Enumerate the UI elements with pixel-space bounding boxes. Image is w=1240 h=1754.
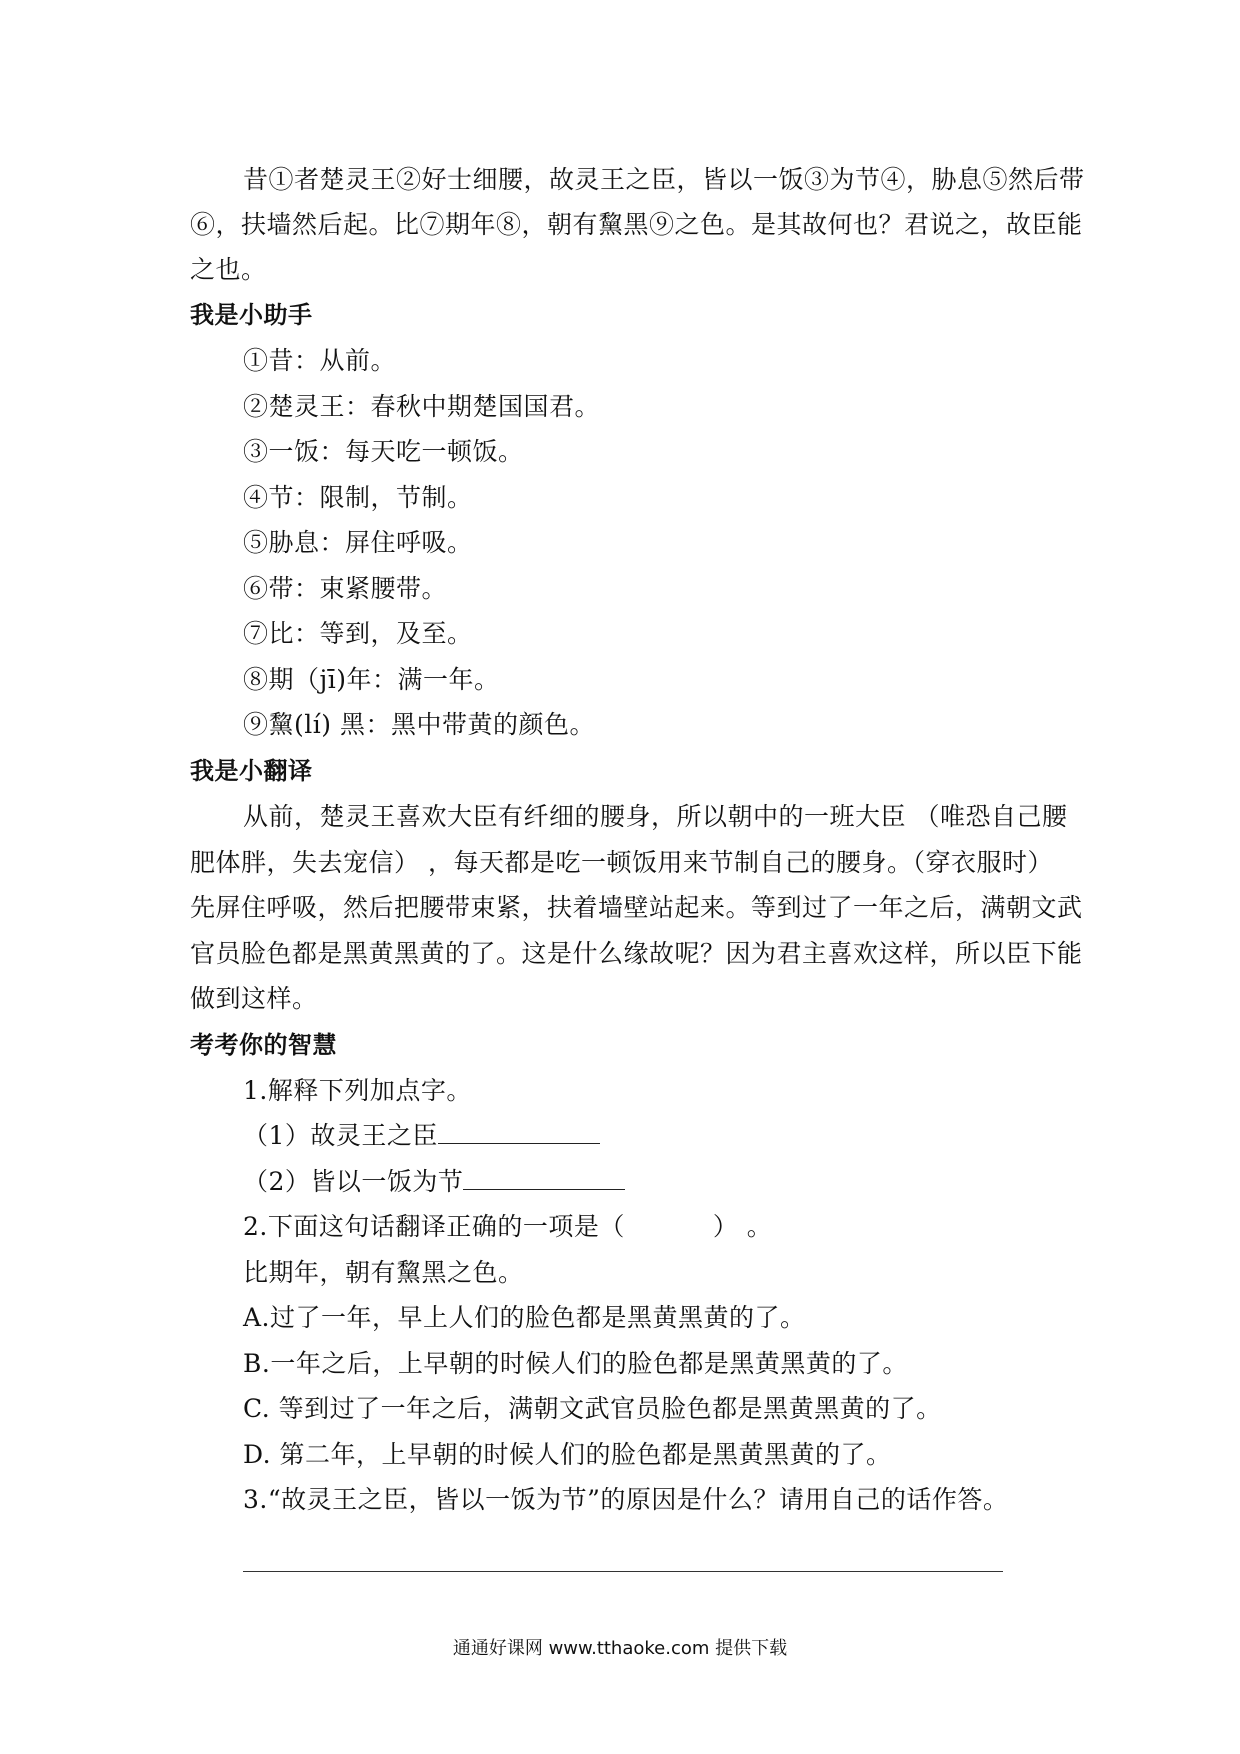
passage-line-1: 昔①者楚灵王②好士细腰，故灵王之臣，皆以一饭③为节④，胁息⑤然后带 <box>243 165 1085 194</box>
note-8: ⑧期（jī)年：满一年。 <box>243 665 500 694</box>
question-2-prompt <box>243 1212 772 1242</box>
question-1-prompt: 1.解释下列加点字。 <box>243 1076 472 1105</box>
question-2-prompt-end: ） 。 <box>712 1212 773 1241</box>
footer-credit: 通通好课网 www.tthaoke.com 提供下载 <box>452 1638 788 1659</box>
option-d: D. 第二年，上早朝的时候人们的脸色都是黑黄黑黄的了。 <box>243 1440 892 1469</box>
translation-heading: 我是小翻译 <box>190 757 313 785</box>
question-1-item-1-text: （1）故灵王之臣 <box>243 1121 438 1150</box>
option-c: C. 等到过了一年之后，满朝文武官员脸色都是黑黄黑黄的了。 <box>243 1394 942 1423</box>
note-9: ⑨黧(lí) 黑：黑中带黄的颜色。 <box>243 710 595 739</box>
question-3-prompt: 3.“故灵王之臣，皆以一饭为节”的原因是什么？请用自己的话作答。 <box>243 1485 1009 1514</box>
translation-line-3: 先屏住呼吸，然后把腰带束紧，扶着墙壁站起来。等到过了一年之后，满朝文武 <box>190 893 1083 922</box>
note-2: ②楚灵王：春秋中期楚国国君。 <box>243 392 601 421</box>
note-7: ⑦比：等到，及至。 <box>243 619 473 648</box>
option-a: A.过了一年，早上人们的脸色都是黑黄黑黄的了。 <box>243 1303 806 1332</box>
note-4: ④节：限制，节制。 <box>243 483 473 512</box>
answer-blank-2[interactable] <box>463 1169 625 1190</box>
translation-line-1: 从前，楚灵王喜欢大臣有纤细的腰身，所以朝中的一班大臣 （唯恐自己腰 <box>243 802 1068 831</box>
option-b: B.一年之后，上早朝的时候人们的脸色都是黑黄黑黄的了。 <box>243 1349 908 1378</box>
translation-line-2: 肥体胖，失去宠信） ，每天都是吃一顿饭用来节制自己的腰身。（穿衣服时） <box>190 848 1053 877</box>
note-3: ③一饭：每天吃一顿饭。 <box>243 437 524 466</box>
note-6: ⑥带：束紧腰带。 <box>243 574 448 603</box>
question-1-item-1 <box>243 1121 600 1151</box>
translation-line-5: 做到这样。 <box>190 984 318 1013</box>
answer-line[interactable] <box>243 1571 1003 1572</box>
question-2-sentence: 比期年，朝有黧黑之色。 <box>243 1258 524 1287</box>
translation-line-4: 官员脸色都是黑黄黑黄的了。这是什么缘故呢？因为君主喜欢这样，所以臣下能 <box>190 939 1083 968</box>
helper-heading: 我是小助手 <box>190 301 313 329</box>
note-1: ①昔：从前。 <box>243 346 397 375</box>
passage-line-3: 之也。 <box>190 255 267 284</box>
note-5: ⑤胁息：屏住呼吸。 <box>243 528 473 557</box>
question-2-prompt-start: 2.下面这句话翻译正确的一项是（ <box>243 1212 625 1241</box>
answer-blank-1[interactable] <box>438 1123 600 1144</box>
passage-line-2: ⑥，扶墙然后起。比⑦期年⑧，朝有黧黑⑨之色。是其故何也？君说之，故臣能 <box>190 210 1083 239</box>
question-1-item-2 <box>243 1167 625 1197</box>
quiz-heading: 考考你的智慧 <box>190 1031 337 1059</box>
question-1-item-2-text: （2）皆以一饭为节 <box>243 1167 464 1196</box>
